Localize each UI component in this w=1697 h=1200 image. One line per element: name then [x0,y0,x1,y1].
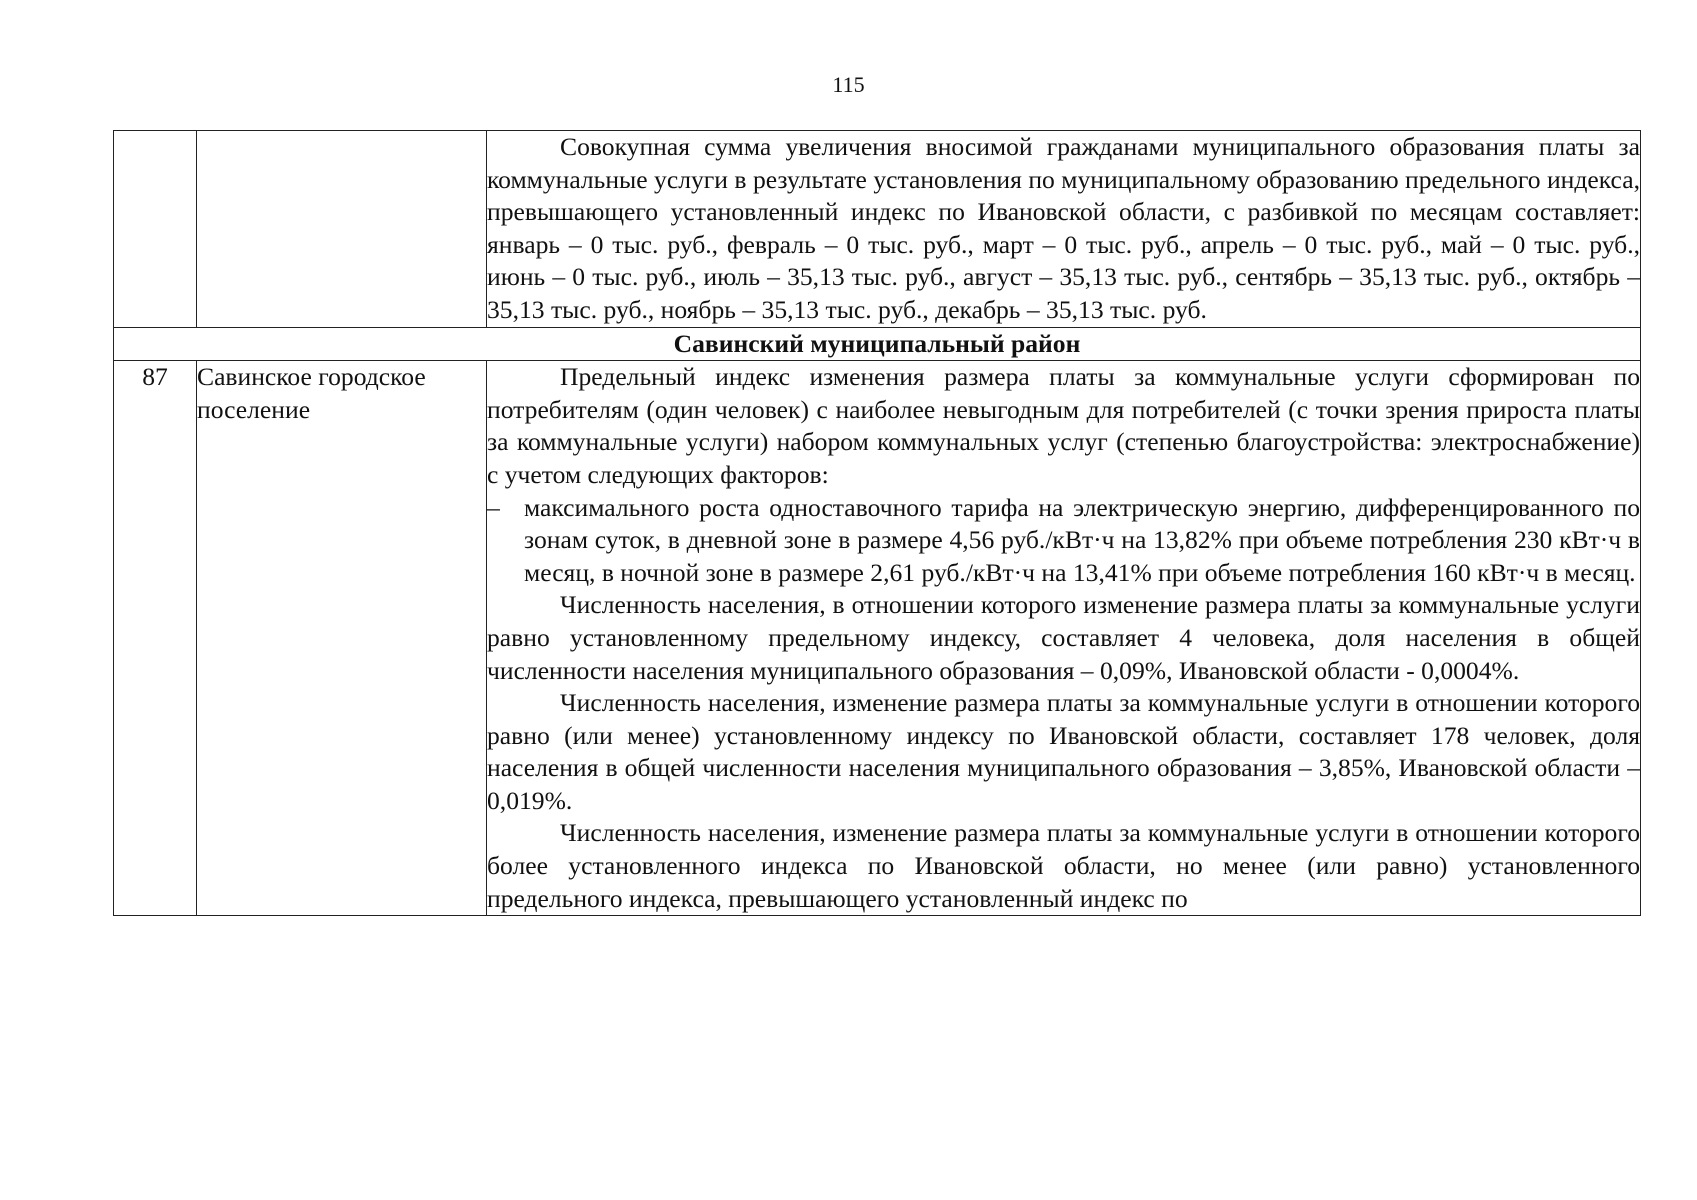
factor-list-item [487,492,1640,590]
table-row-87 [114,361,1641,916]
description-cell [487,361,1641,916]
tariff-table [113,130,1641,916]
population-paragraph-3: Численность населения, изменение размера платы за коммунальные услуги в отношении которого более установленного индекса по Ивановской области, но менее (или равно) установленного предельного индекса, превышающего установленный индекс по [487,818,1640,913]
population-paragraph-2: Численность населения, изменение размера платы за коммунальные услуги в отношении которого равно (или менее) установленному индексу по Ивановской области, составляет 178 человек, доля населения в общей численности населения муниципального образования – 3,85%, Ивановской области – 0,019%. [487,688,1640,815]
page-number: 115 [832,72,865,97]
description-cell [487,131,1641,328]
row-number-cell: 87 [114,361,197,916]
table-row-continued [114,131,1641,328]
summary-paragraph: Совокупная сумма увеличения вносимой гражданами муниципального образования платы за коммунальные услуги в результате установления по муниципальному образованию предельного индекса, превышающего установленный индекс по Ивановской области, с разбивкой по месяцам составляет: январь – 0 тыс. руб., февраль – 0 тыс. руб., март – 0 тыс. руб., апрель – 0 тыс. руб., май – 0 тыс. руб., июнь – 0 тыс. руб., июль – 35,13 тыс. руб., август – 35,13 тыс. руб., сентябрь – 35,13 тыс. руб., октябрь – 35,13 тыс. руб., ноябрь – 35,13 тыс. руб., декабрь – 35,13 тыс. руб. [487,132,1640,324]
section-heading-row [114,327,1641,361]
section-heading: Савинский муниципальный район [114,327,1641,361]
municipality-name-cell [197,131,487,328]
row-number-cell [114,131,197,328]
population-paragraph-1: Численность населения, в отношении которого изменение размера платы за коммунальные услуги равно установленному предельному индексу, составляет 4 человека, доля населения в общей численности населения муниципального образования – 0,09%, Ивановской области - 0,0004%. [487,590,1640,685]
municipality-name-cell: Савинское городское поселение [197,361,487,916]
intro-paragraph: Предельный индекс изменения размера платы за коммунальные услуги сформирован по потребителям (один человек) с наиболее невыгодным для потребителей (с точки зрения прироста платы за коммунальные услуги) набором коммунальных услуг (степенью благоустройства: электроснабжение) с учетом следующих факторов: [487,362,1640,489]
factor-text: максимального роста одноставочного тарифа на электрическую энергию, дифференцированного по зонам суток, в дневной зоне в размере 4,56 руб./кВт·ч на 13,82% при объеме потребления 230 кВт·ч в месяц, в ночной зоне в размере 2,61 руб./кВт·ч на 13,41% при объеме потребления 160 кВт·ч в месяц. [524,492,1640,587]
dash-marker: – [487,492,500,522]
